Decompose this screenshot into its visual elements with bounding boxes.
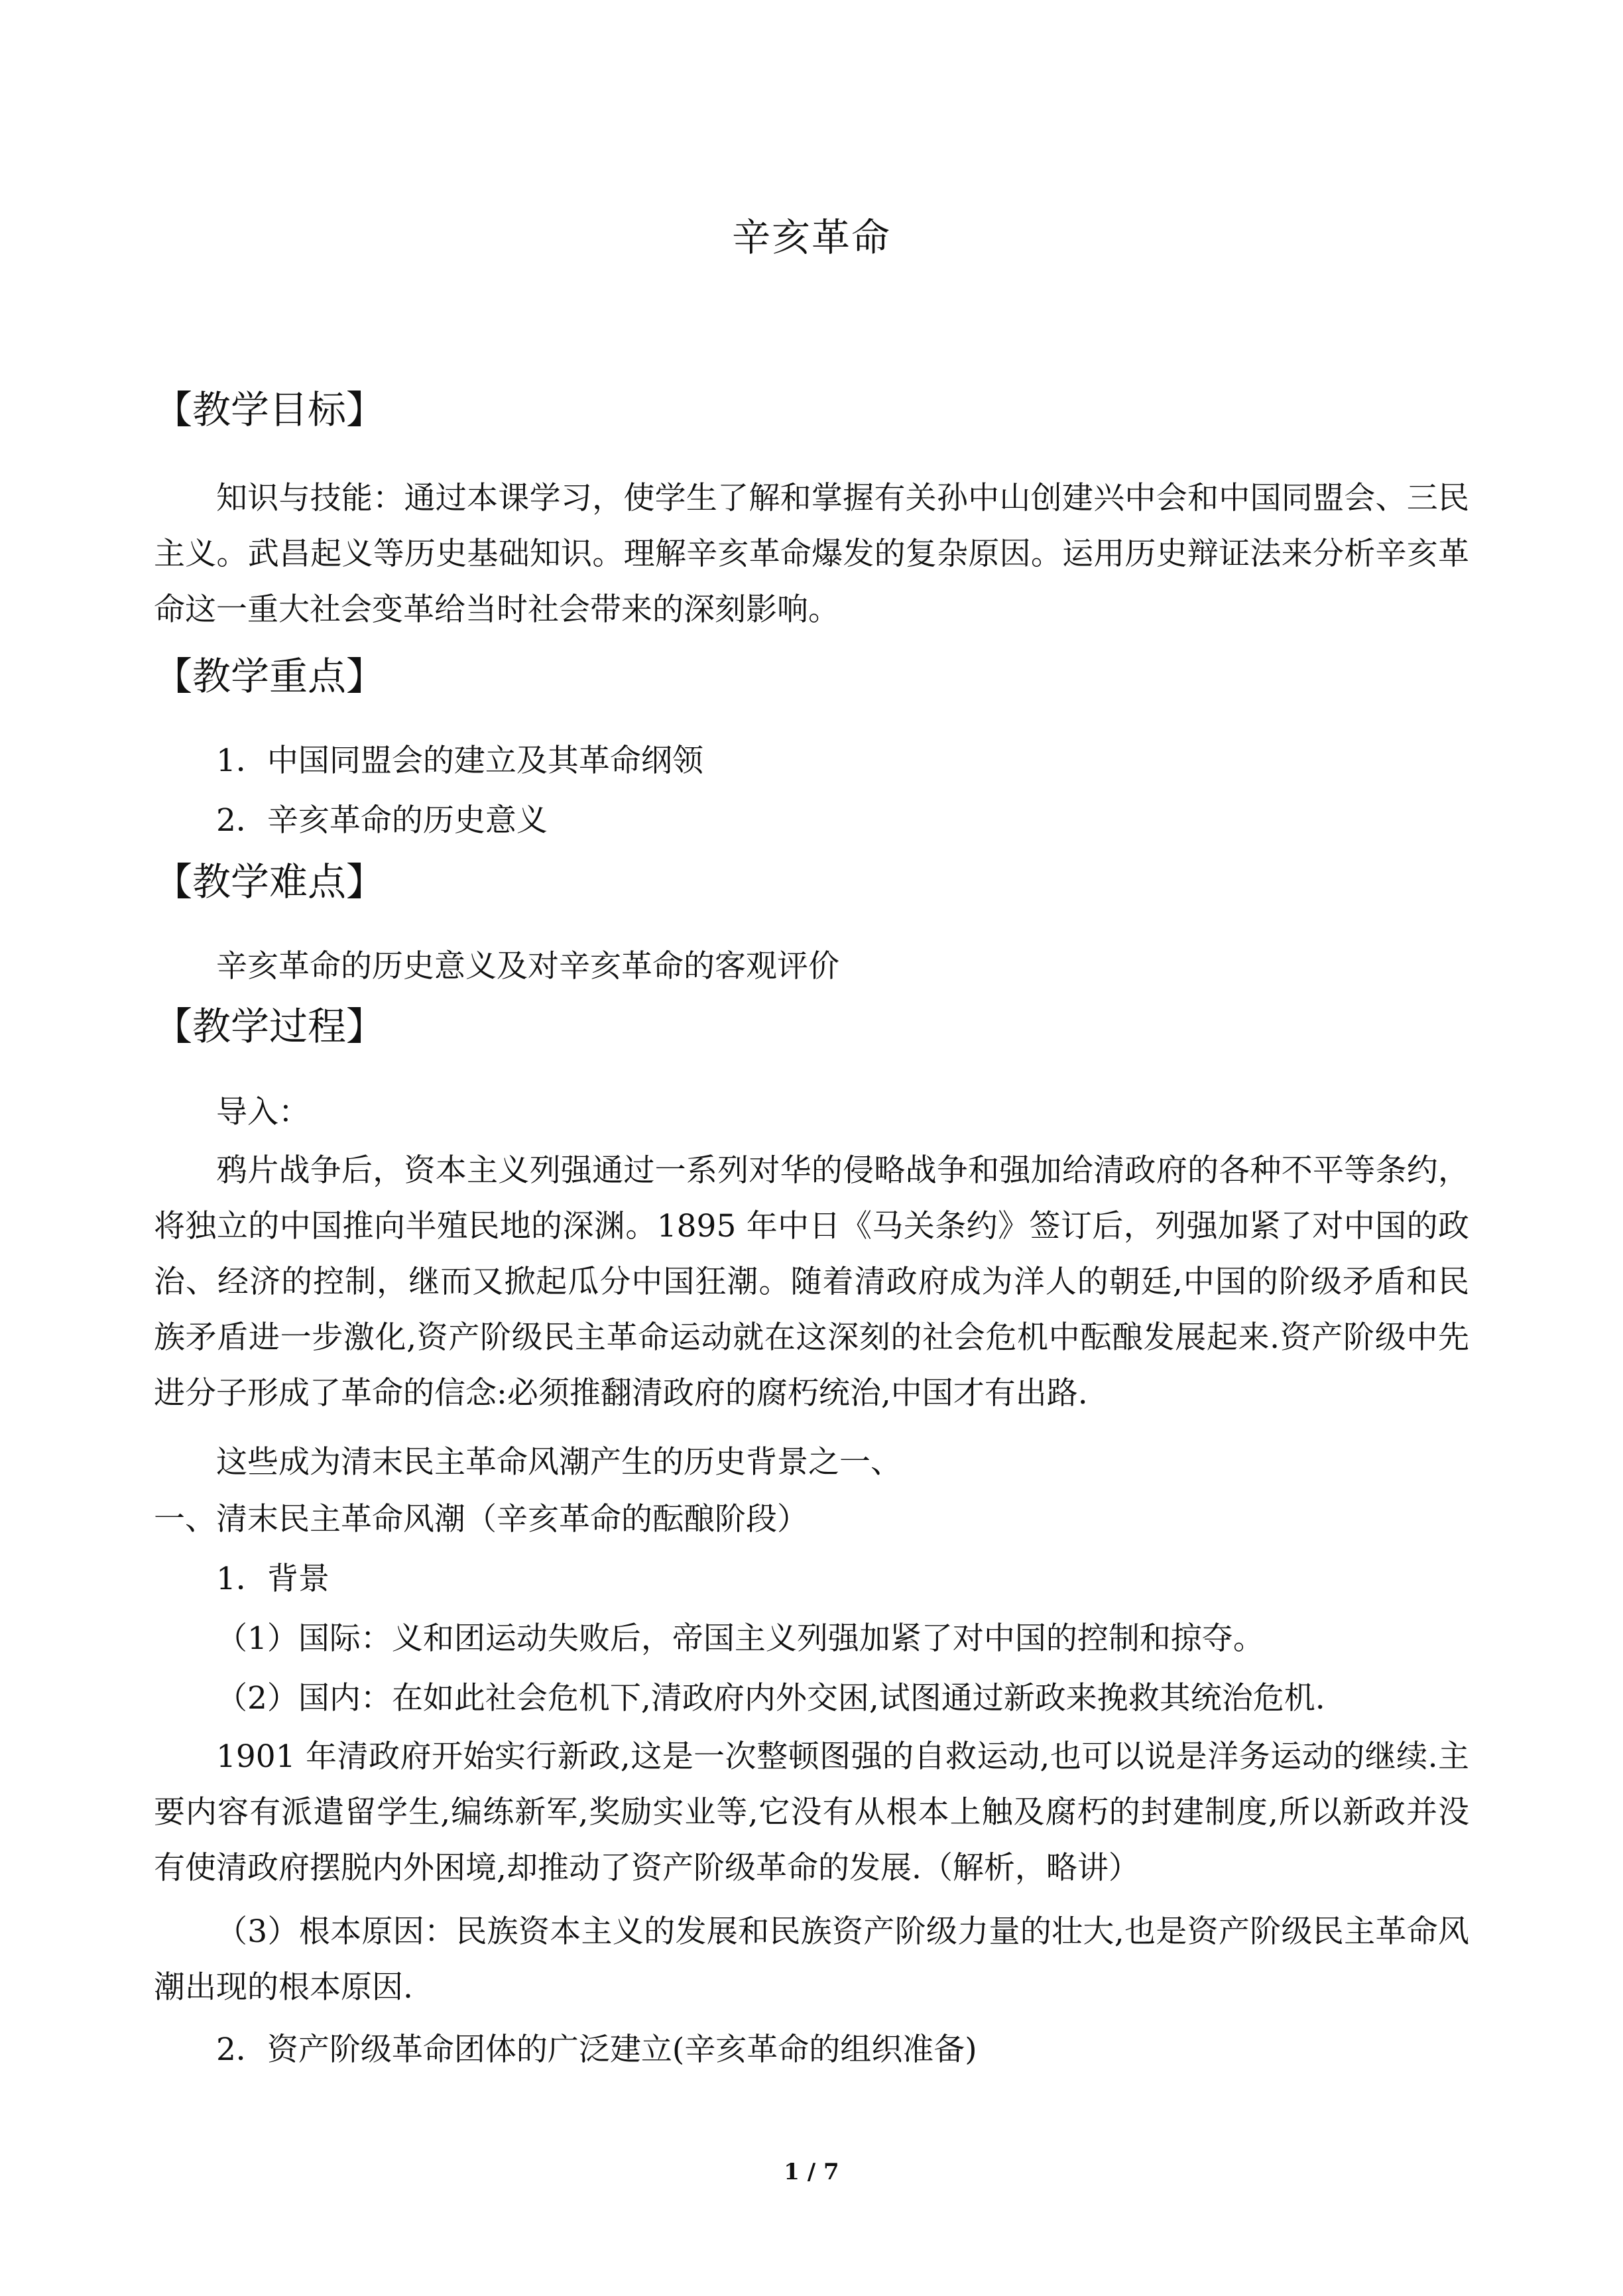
page-number: 1 / 7	[784, 2159, 839, 2185]
sub1-title: 1．背景	[216, 1561, 330, 1597]
sub1-item-domestic: （2）国内：在如此社会危机下,清政府内外交困,试图通过新政来挽救其统治危机.	[216, 1680, 1325, 1717]
intro-label: 导入：	[216, 1094, 310, 1130]
intro-paragraph: 鸦片战争后，资本主义列强通过一系列对华的侵略战争和强加给清政府的各种不平等条约，将独立的中国推向半殖民地的深渊。1895 年中日《马关条约》签订后，列强加紧了对中国的政治、经济的控制，继而又掀起瓜分中国狂潮。随着清政府成为洋人的朝廷,中国的阶级矛盾和民族矛盾进一步激化,资产阶级民主革命运动就在这深刻的社会危机中酝酿发展起来.资产阶级中先进分子形成了革命的信念:必须推翻清政府的腐朽统治,中国才有出路.	[154, 1152, 1469, 1412]
background-note: 这些成为清末民主革命风潮产生的历史背景之一、	[216, 1444, 902, 1480]
document-title: 辛亥革命	[731, 215, 891, 260]
difficulties-text: 辛亥革命的历史意义及对辛亥革命的客观评价	[216, 948, 839, 985]
goals-paragraph: 知识与技能：通过本课学习，使学生了解和掌握有关孙中山创建兴中会和中国同盟会、三民主义。武昌起义等历史基础知识。理解辛亥革命爆发的复杂原因。运用历史辩证法来分析辛亥革命这一重大社会变革给当时社会带来的深刻影响。	[154, 480, 1469, 628]
key-point-item-1: 1．中国同盟会的建立及其革命纲领	[216, 743, 703, 779]
reform-paragraph: 1901 年清政府开始实行新政,这是一次整顿图强的自救运动,也可以说是洋务运动的继续.主要内容有派遣留学生,编练新军,奖励实业等,它没有从根本上触及腐朽的封建制度,所以新政并没有使清政府摆脱内外困境,却推动了资产阶级革命的发展.（解析，略讲）	[154, 1738, 1469, 1886]
sub2-title: 2．资产阶级革命团体的广泛建立(辛亥革命的组织准备)	[216, 2031, 977, 2068]
sub1-item-international: （1）国际：义和团运动失败后，帝国主义列强加紧了对中国的控制和掠夺。	[216, 1620, 1264, 1657]
heading-teaching-goals: 【教学目标】	[154, 387, 385, 432]
part1-title: 一、清末民主革命风潮（辛亥革命的酝酿阶段）	[154, 1501, 808, 1538]
root-cause-paragraph: （3）根本原因：民族资本主义的发展和民族资产阶级力量的壮大,也是资产阶级民主革命风潮出现的根本原因.	[154, 1913, 1469, 2006]
heading-key-points: 【教学重点】	[154, 654, 385, 699]
heading-difficulties: 【教学难点】	[154, 859, 385, 904]
heading-teaching-process: 【教学过程】	[154, 1004, 385, 1049]
key-point-item-2: 2．辛亥革命的历史意义	[216, 802, 548, 839]
